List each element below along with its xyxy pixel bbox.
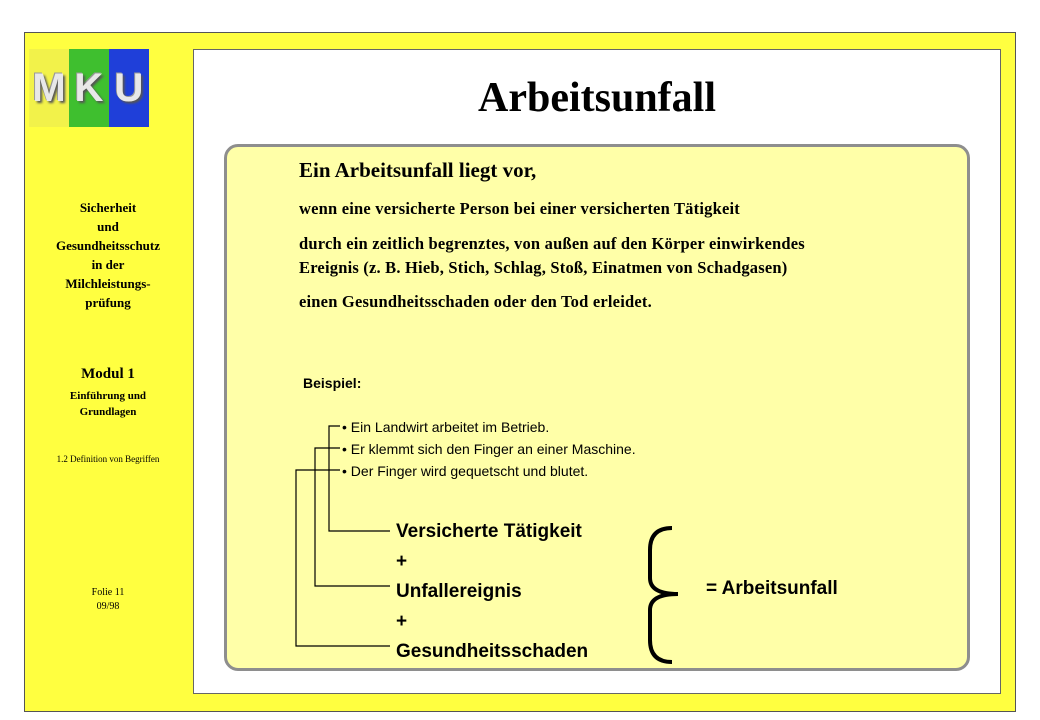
list-item: • Ein Landwirt arbeitet im Betrieb. bbox=[342, 416, 636, 438]
plus-sign: + bbox=[396, 611, 408, 632]
logo-tile-k: K bbox=[69, 49, 109, 127]
logo-tile-m: M bbox=[29, 49, 69, 127]
term-versicherte-taetigkeit: Versicherte Tätigkeit bbox=[396, 521, 582, 542]
definition-heading: Ein Arbeitsunfall liegt vor, bbox=[299, 158, 537, 182]
definition-line-3: einen Gesundheitsschaden oder den Tod erleidet. bbox=[299, 292, 652, 311]
page-title: Arbeitsunfall bbox=[477, 75, 716, 121]
list-item: • Der Finger wird gequetscht und blutet. bbox=[342, 460, 636, 482]
plus-sign: + bbox=[396, 551, 408, 572]
term-unfallereignis: Unfallereignis bbox=[396, 581, 522, 602]
curly-brace bbox=[650, 528, 678, 662]
equation-result: = Arbeitsunfall bbox=[706, 578, 838, 599]
course-title: Sicherheit und Gesundheitsschutz in der Milchleistungs- prüfung bbox=[55, 200, 161, 310]
definition-line-2b: Ereignis (z. B. Hieb, Stich, Schlag, Stoß, Einatmen von Schadgasen) bbox=[299, 258, 788, 277]
logo-tile-u: U bbox=[109, 49, 149, 127]
definition-line-1: wenn eine versicherte Person bei einer versicherten Tätigkeit bbox=[299, 199, 740, 218]
module-label: Modul 1 bbox=[81, 366, 135, 382]
slide-number: Folie 11 09/98 bbox=[91, 587, 125, 612]
definition-line-2a: durch ein zeitlich begrenztes, von außen auf den Körper einwirkendes bbox=[299, 234, 805, 253]
connector-taetigkeit bbox=[329, 426, 390, 531]
equation-terms bbox=[396, 517, 588, 667]
connector-gesundheitsschaden bbox=[296, 470, 390, 646]
module-subtitle: Einführung und Grundlagen bbox=[69, 390, 147, 418]
list-item: • Er klemmt sich den Finger an einer Maschine. bbox=[342, 438, 636, 460]
example-label: Beispiel: bbox=[303, 375, 362, 391]
term-gesundheitsschaden: Gesundheitsschaden bbox=[396, 641, 589, 662]
connector-unfallereignis bbox=[315, 448, 390, 586]
section-label: 1.2 Definition von Begriffen bbox=[56, 454, 160, 464]
